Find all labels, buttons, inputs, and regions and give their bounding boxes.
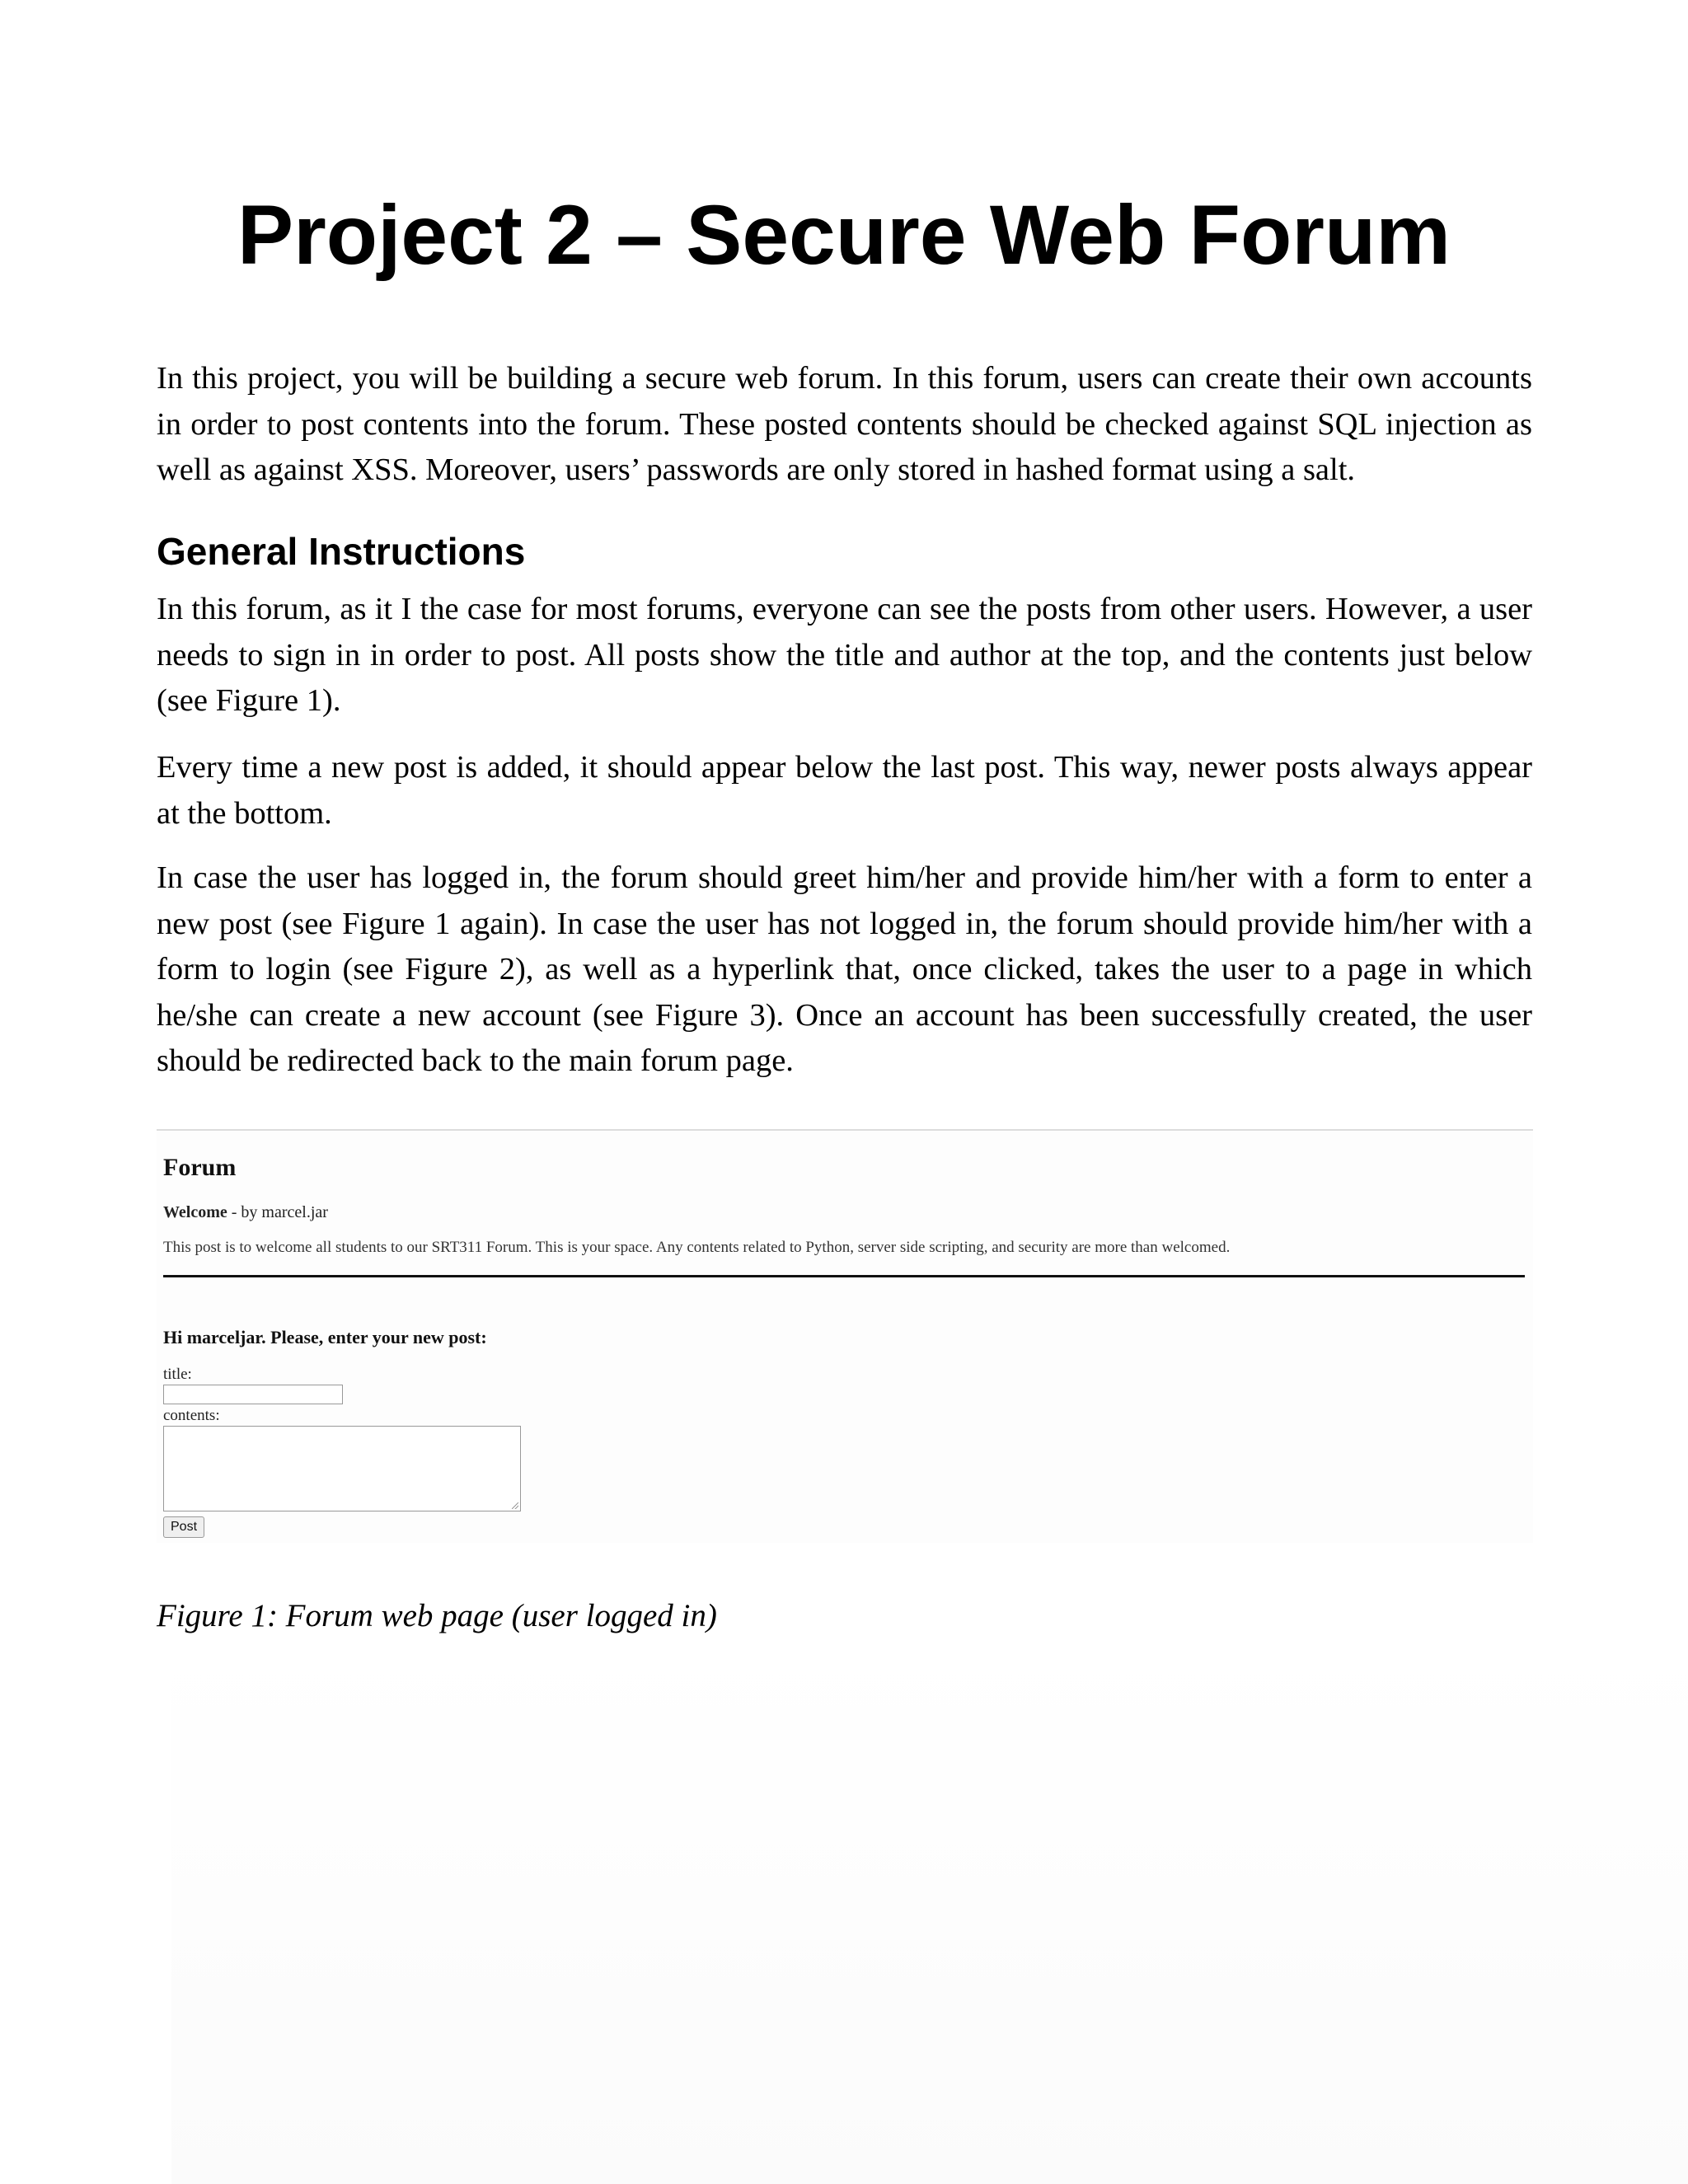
document-title: Project 2 – Secure Web Forum [237, 188, 1451, 282]
figure-forum-screenshot [157, 1129, 1533, 1543]
paragraph-3: In case the user has logged in, the forum should greet him/her and provide him/her with a form to enter a new post (see Figure 1 again). In case the user has not logged in, the forum should provide him/her with a form to login (see Figure 2), as well as a hyperlink that, once clicked, takes the user to a page in which he/she can create a new account (see Figure 3). Once an account has been successfully created, the user should be redirected back to the main forum page. [157, 860, 1532, 1078]
title-label: title: [163, 1366, 192, 1383]
user-greeting: Hi marceljar. Please, enter your new post: [163, 1327, 487, 1347]
forum-title: Forum [163, 1154, 237, 1181]
post-contents: This post is to welcome all students to our SRT311 Forum. This is your space. Any contents related to Python, server side scripting, and security are more than welcomed. [163, 1239, 1231, 1256]
paragraph-2: Every time a new post is added, it should appear below the last post. This way, newer posts always appear at the bottom. [157, 750, 1532, 831]
contents-label: contents: [163, 1407, 220, 1424]
intro-paragraph: In this project, you will be building a secure web forum. In this forum, users can create their own accounts in order to post contents into the forum. These posted contents should be checked against SQL injection as well as against XSS. Moreover, users’ passwords are only stored in hashed format using a salt. [157, 361, 1532, 487]
page-shade [171, 1640, 1688, 2184]
post-byline: - by marcel.jar [227, 1203, 328, 1221]
figure-caption: Figure 1: Forum web page (user logged in) [157, 1598, 717, 1633]
post-button[interactable]: Post [163, 1516, 204, 1538]
paragraph-1: In this forum, as it I the case for most forums, everyone can see the posts from other users. However, a user needs to sign in in order to post. All posts show the title and author at the top, and the contents just below (see Figure 1). [157, 592, 1532, 718]
title-input[interactable] [163, 1385, 343, 1404]
section-heading: General Instructions [157, 530, 526, 573]
post-divider [163, 1275, 1525, 1277]
post-header [163, 1203, 328, 1222]
post-title: Welcome [163, 1203, 227, 1221]
resize-grip-icon[interactable] [512, 1502, 518, 1509]
contents-textarea[interactable] [163, 1426, 521, 1511]
